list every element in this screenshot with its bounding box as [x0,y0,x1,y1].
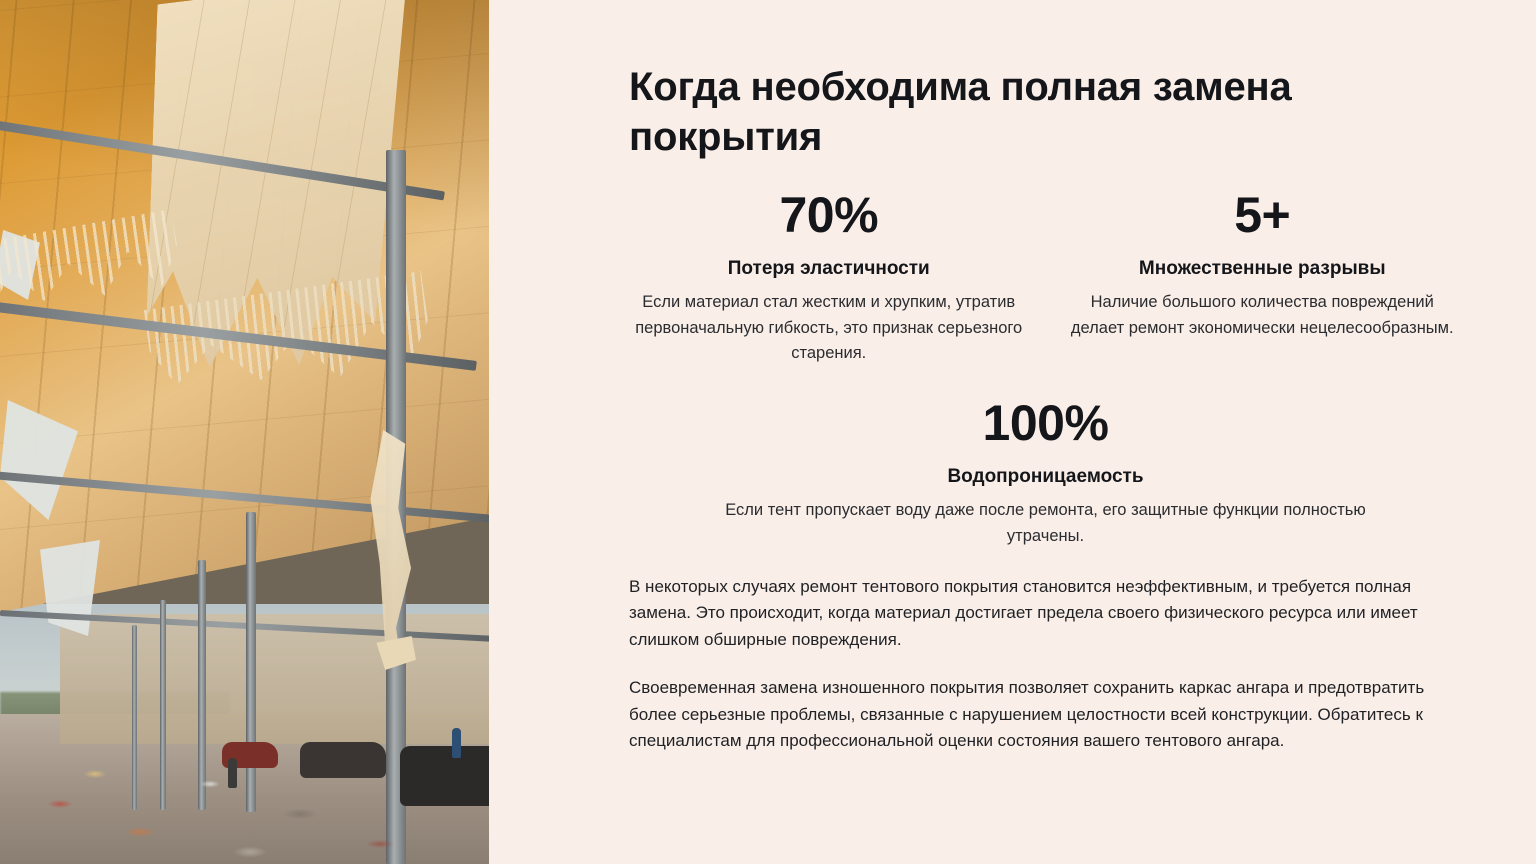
body-text [629,574,1462,755]
stats-row [629,186,1462,367]
stat-label: Потеря эластичности [727,258,930,280]
ground-debris [0,744,489,864]
stat-label: Водопроницаемость [947,466,1144,488]
stat-card-water-permeability [629,394,1462,550]
paragraph: В некоторых случаях ремонт тентового покрытия становится неэффективным, и требуется полная замена. Это происходит, когда материал достигает предела своего физического ресурса или имеет слишком обширные повреждения. [629,576,1418,649]
stat-description: Наличие большого количества повреждений делает ремонт экономически нецелесообразным. [1070,293,1454,337]
stat-card-tears [1063,186,1463,367]
stat-description: Если материал стал жестким и хрупким, утратив первоначальную гибкость, это признак серьезного старения. [635,293,1023,363]
stat-card-elasticity [629,186,1029,367]
page-title: Когда необходима полная замена покрытия [629,65,1292,160]
stat-number: 5+ [1234,186,1291,243]
stat-label: Множественные разрывы [1138,258,1386,280]
photo-panel [0,0,489,864]
damaged-tent-hangar-photo [0,0,489,864]
paragraph: Своевременная замена изношенного покрытия позволяет сохранить каркас ангара и предотвратить более серьезные проблемы, связанные с нарушением целостности всей конструкции. Обратитесь к специалистам для профессиональной оценки состояния вашего тентового ангара. [629,678,1425,751]
stat-description: Если тент пропускает воду даже после ремонта, его защитные функции полностью утрачены. [725,501,1366,546]
stat-number: 100% [982,394,1109,451]
stat-number: 70% [779,186,879,243]
content-panel [489,0,1536,864]
